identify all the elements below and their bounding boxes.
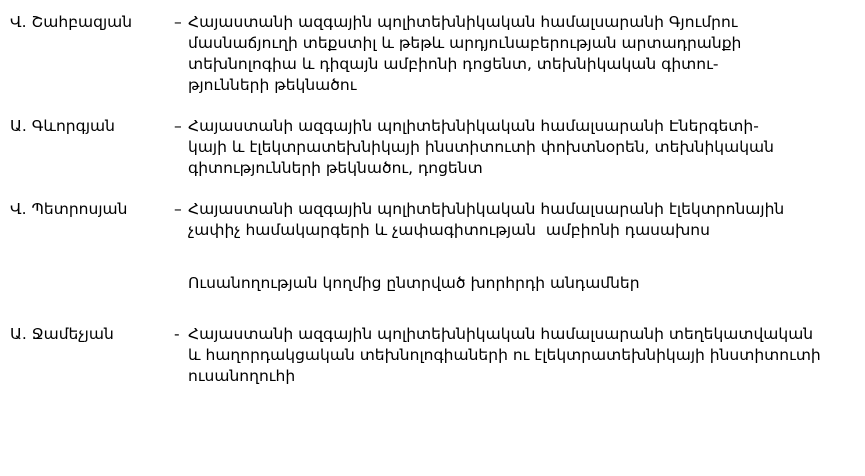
description-line: ուսանողուհի <box>188 367 296 385</box>
description-line: չափիչ համակարգերի և չափագիտության ամբիոնի դասախոս <box>188 221 710 239</box>
council-member-entry <box>10 199 855 241</box>
member-name: Վ. Շահբազյան <box>10 13 133 31</box>
section-note: Ուսանողության կողմից ընտրված խորհրդի անդամներ <box>188 274 640 292</box>
council-member-entry <box>10 116 855 179</box>
entry-dash: – <box>174 13 182 31</box>
description-line: կայի և էլեկտրատեխնիկայի ինստիտուտի փոխտնօրեն, տեխնիկական <box>188 138 774 156</box>
description-line: գիտությունների թեկնածու, դոցենտ <box>188 159 483 177</box>
description-line: մասնաճյուղի տեքստիլ և թեթև արդյունաբերության արտադրանքի <box>188 34 742 52</box>
description-line: տեխնոլոգիա և դիզայն ամբիոնի դոցենտ, տեխնիկական գիտու- <box>188 55 719 73</box>
description-line: Հայաստանի ազգային պոլիտեխնիկական համալսարանի տեղեկատվական <box>188 325 814 343</box>
description-line: թյունների թեկնածու <box>188 76 357 94</box>
member-description <box>188 12 828 96</box>
council-member-entry <box>10 12 855 96</box>
council-member-entry <box>10 324 855 387</box>
member-name: Վ. Պետրոսյան <box>10 200 128 218</box>
description-line: Հայաստանի ազգային պոլիտեխնիկական համալսարանի Էներգետի- <box>188 117 759 135</box>
member-description <box>188 199 828 241</box>
entry-dash: – <box>174 200 182 218</box>
entry-dash: - <box>174 325 180 343</box>
member-description <box>188 324 828 387</box>
description-line: Հայաստանի ազգային պոլիտեխնիկական համալսարանի Գյումրու <box>188 13 738 31</box>
description-line: Հայաստանի ազգային պոլիտեխնիկական համալսարանի էլեկտրոնային <box>188 200 785 218</box>
member-name: Ա. Ջամեչյան <box>10 325 114 343</box>
entry-dash: – <box>174 117 182 135</box>
member-description <box>188 116 828 179</box>
member-name: Ա. Գևորգյան <box>10 117 115 135</box>
description-line: և հաղորդակցական տեխնոլոգիաների ու էլեկտրատեխնիկայի ինստիտուտի <box>188 346 821 364</box>
